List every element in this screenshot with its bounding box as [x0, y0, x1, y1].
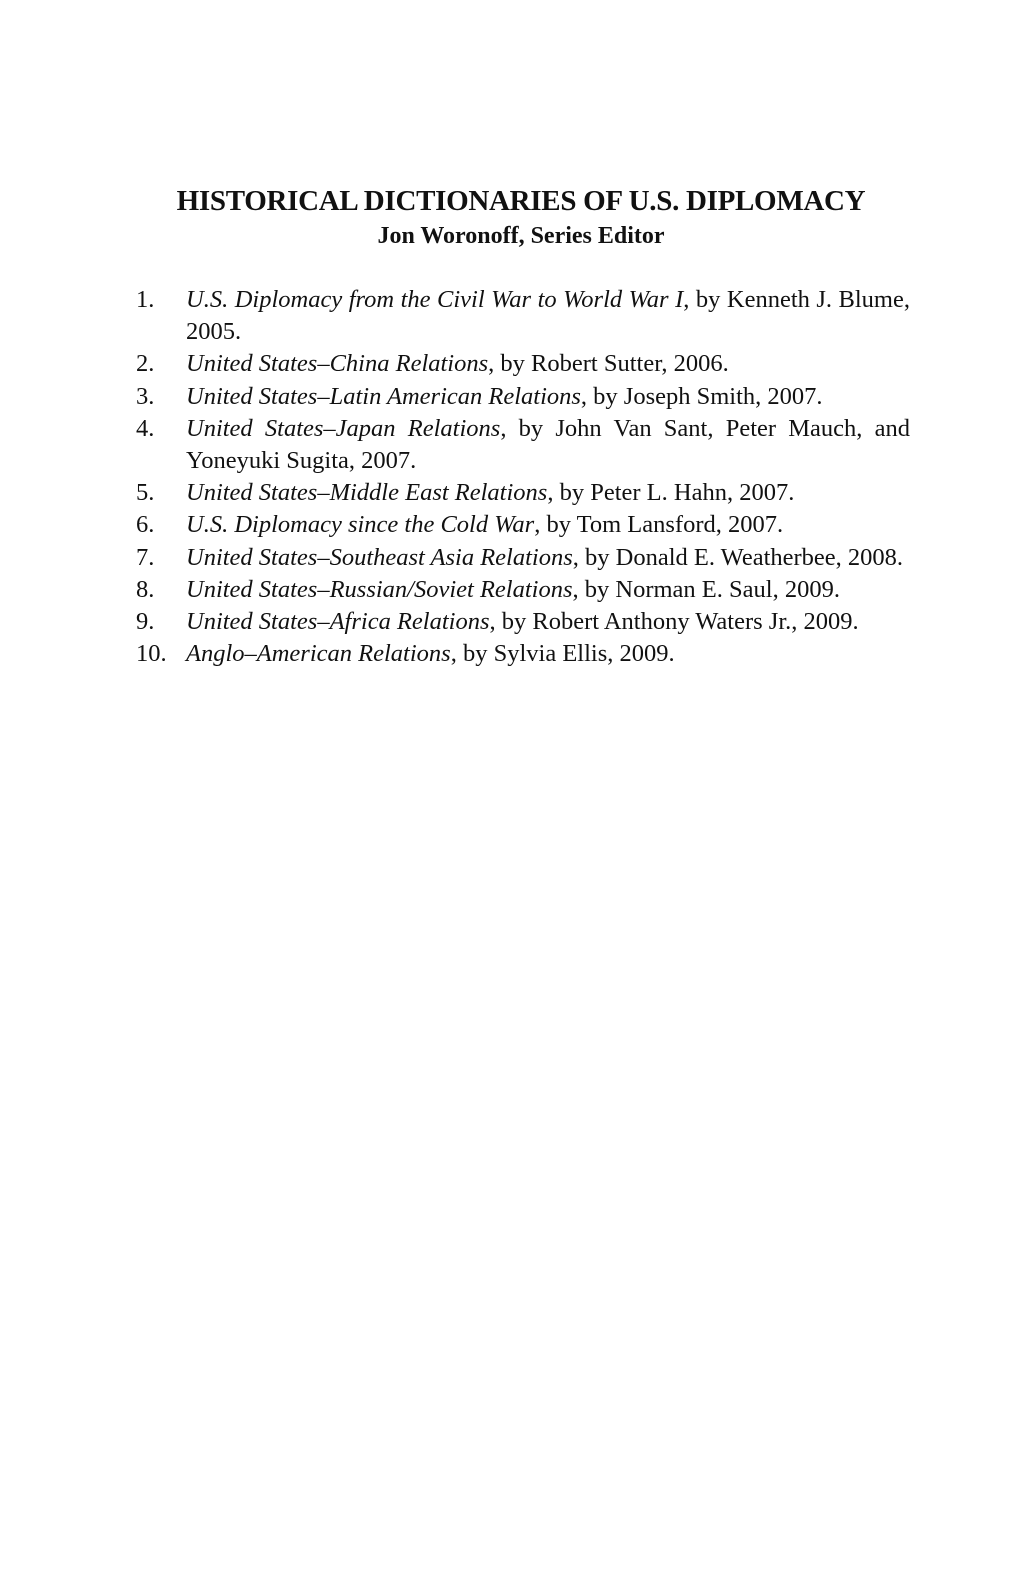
book-number: 4.	[136, 414, 155, 442]
book-details: , by John Van Sant, Peter Mauch, and Yoneyuki Sugita, 2007.	[186, 414, 911, 475]
book-item	[136, 348, 910, 380]
book-item	[136, 381, 910, 413]
series-title: HISTORICAL DICTIONARIES OF U.S. DIPLOMACY	[176, 185, 866, 217]
book-title: United States–China Relations	[186, 350, 489, 378]
book-details: , by Kenneth J. Blume, 2005.	[186, 286, 910, 346]
book-details: , by Robert Sutter, 2006.	[488, 350, 729, 378]
book-number: 1.	[136, 286, 155, 313]
book-title: United States–Japan Relations	[186, 414, 501, 442]
book-number: 8.	[136, 575, 155, 603]
book-details: , by Robert Anthony Waters Jr., 2009.	[489, 608, 859, 636]
book-number: 7.	[136, 543, 155, 571]
book-number: 6.	[136, 511, 155, 539]
book-details: , by Joseph Smith, 2007.	[580, 382, 823, 410]
series-editor: Jon Woronoff, Series Editor	[377, 223, 665, 249]
book-item	[136, 638, 910, 670]
book-details: , by Donald E. Weatherbee, 2008.	[572, 543, 904, 571]
book-title: Anglo–American Relations	[186, 640, 451, 668]
book-details: , by Peter L. Hahn, 2007.	[547, 479, 795, 507]
book-title: United States–Africa Relations	[186, 608, 490, 636]
book-number: 3.	[136, 382, 155, 410]
book-list	[136, 284, 910, 670]
book-item	[136, 606, 910, 638]
book-title: United States–Russian/Soviet Relations	[186, 575, 573, 603]
book-details: , by Tom Lansford, 2007.	[534, 511, 784, 539]
book-item	[136, 509, 910, 541]
book-title: U.S. Diplomacy from the Civil War to World War I	[186, 286, 684, 313]
book-number: 2.	[136, 350, 155, 378]
book-title: United States–Middle East Relations	[186, 479, 548, 507]
book-number: 9.	[136, 608, 155, 636]
book-item	[136, 542, 910, 574]
book-title: United States–Latin American Relations	[186, 382, 581, 410]
book-item	[136, 574, 910, 606]
book-details: , by Norman E. Saul, 2009.	[572, 575, 840, 603]
book-title: U.S. Diplomacy since the Cold War	[186, 511, 535, 539]
book-title: United States–Southeast Asia Relations	[186, 543, 573, 571]
book-item	[136, 284, 910, 348]
book-item	[136, 413, 910, 477]
book-number: 10.	[136, 640, 167, 668]
book-details: , by Sylvia Ellis, 2009.	[450, 640, 675, 668]
book-item	[136, 477, 910, 509]
book-number: 5.	[136, 479, 155, 507]
